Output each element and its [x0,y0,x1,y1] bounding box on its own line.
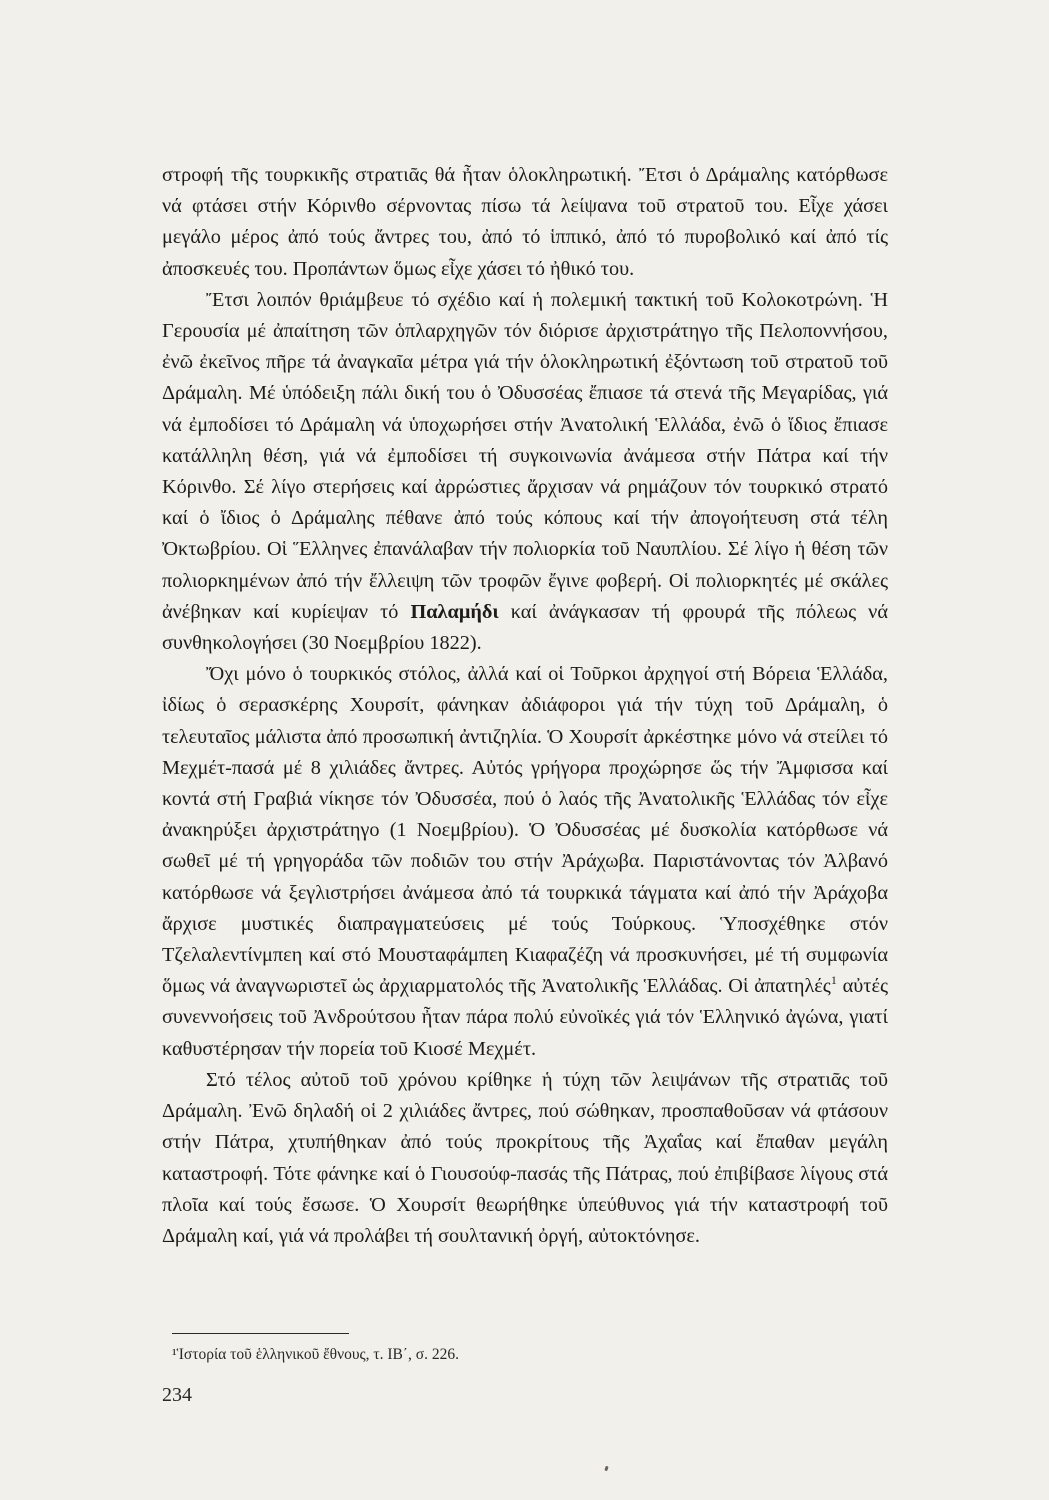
paragraph-end-of-year [162,1065,888,1252]
paragraph-retreat [162,160,888,285]
paragraph-kolokotronis-triumph [162,285,888,659]
bold-term-palamidi: Παλαμήδι [410,600,499,623]
paragraph-text: καί ἀνάγκασαν τή φρουρά τῆς πόλεως νά συνθηκολογήσει (30 Νοεμβρίου 1822). [162,600,888,655]
paragraph-text: Ὄχι μόνο ὁ τουρκικός στόλος, ἀλλά καί οἱ Τοῦρκοι ἀρχηγοί στή Βόρεια Ἑλλάδα, ἰδίως ὁ σερασκέρης Χουρσίτ, φάνηκαν ἀδιάφοροι γιά τήν τύχη τοῦ Δράμαλη, ὁ τελευταῖος μάλιστα ἀπό προσωπική ἀντιζηλία. Ὁ Χουρσίτ ἀρκέστηκε μόνο νά στείλει τό Μεχμέτ-πασά μέ 8 χιλιάδες ἄντρες. Αὐτός γρήγορα προχώρησε ὥς τήν Ἄμφισσα καί κοντά στή Γραβιά νίκησε τόν Ὀδυσσέα, πού ὁ λαός τῆς Ἀνατολικῆς Ἑλλάδας τόν εἶχε ἀνακηρύξει ἀρχιστράτηγο (1 Νοεμβρίου). Ὁ Ὀδυσσέας μέ δυσκολία κατόρθωσε νά σωθεῖ μέ τή γρηγοράδα τῶν ποδιῶν του στήν Ἀράχωβα. Παριστάνοντας τόν Ἀλβανό κατόρθωσε νά ξεγλιστρήσει ἀνάμεσα ἀπό τά τουρκικά τάγματα καί ἀπό τήν Ἀράχοβα ἄρχισε μυστικές διαπραγματεύσεις μέ τούς Τούρκους. Ὑποσχέθηκε στόν Τζελαλεντίνμπεη καί στό Μουσταφάμπεη Κιαφαζέζη νά προσκυνήσει, μέ τή συμφωνία ὅμως νά ἀναγνωριστεῖ ὡς ἀρχιαρματολός τῆς Ἀνατολικῆς Ἑλλάδας. Οἱ ἀπατηλές [162,663,888,998]
footnote-divider [172,1333,349,1334]
paragraph-text: στροφή τῆς τουρκικῆς στρατιᾶς θά ἦταν ὁλοκληρωτική. Ἔτσι ὁ Δράμαλης κατόρθωσε νά φτάσει στήν Κόρινθο σέρνοντας πίσω τά λείψανα τοῦ στρατοῦ του. Εἶχε χάσει μεγάλο μέρος ἀπό τούς ἄντρες του, ἀπό τό ἱππικό, ἀπό τό πυροβολικό καί ἀπό τίς ἀποσκευές του. Προπάντων ὅμως εἶχε χάσει τό ἠθικό του. [162,164,888,280]
ink-speck [604,1466,608,1472]
paragraph-text: Ἔτσι λοιπόν θριάμβευε τό σχέδιο καί ἡ πολεμική τακτική τοῦ Κολοκοτρώνη. Ἡ Γερουσία μέ ἀπαίτηση τῶν ὁπλαρχηγῶν τόν διόρισε ἀρχιστράτηγο τῆς Πελοποννήσου, ἐνῶ ἐκεῖνος πῆρε τά ἀναγκαῖα μέτρα γιά τήν ὁλοκληρωτική ἐξόντωση τοῦ στρατοῦ τοῦ Δράμαλη. Μέ ὑπόδειξη πάλι δική του ὁ Ὀδυσσέας ἔπιασε τά στενά τῆς Μεγαρίδας, γιά νά ἐμποδίσει τό Δράμαλη νά ὑποχωρήσει στήν Ἀνατολική Ἑλλάδα, ἐνῶ ὁ ἴδιος ἔπιασε κατάλληλη θέση, γιά νά ἐμποδίσει τή συγκοινωνία ἀνάμεσα στήν Πάτρα καί τήν Κόρινθο. Σέ λίγο στερήσεις καί ἀρρώστιες ἄρχισαν νά ρημάζουν τόν τουρκικό στρατό καί ὁ ἴδιος ὁ Δράμαλης πέθανε ἀπό τούς κόπους καί τήν ἀπογοήτευση στά τέλη Ὀκτωβρίου. Οἱ Ἕλληνες ἐπανάλαβαν τήν πολιορκία τοῦ Ναυπλίου. Σέ λίγο ἡ θέση τῶν πολιορκημένων ἀπό τήν ἔλλειψη τῶν τροφῶν ἔγινε φοβερή. Οἱ πολιορκητές μέ σκάλες ἀνέβηκαν καί κυρίεψαν τό [162,288,888,623]
paragraph-turkish-leaders [162,659,888,1065]
footnote-text: ¹Ἱστορία τοῦ ἑλληνικοῦ ἔθνους, τ. ΙΒ΄, σ. 226. [172,1346,460,1363]
body-text [162,160,888,1252]
footnote-marker: 1 [830,973,837,988]
paragraph-text: αὐτές συνεννοήσεις τοῦ Ἀνδρούτσου ἦταν πάρα πολύ εὐνοϊκές γιά τόν Ἑλληνικό ἀγώνα, γιατί καθυστέρησαν τήν πορεία τοῦ Κιοσέ Μεχμέτ. [162,975,889,1060]
page-number: 234 [162,1384,192,1406]
paragraph-text: Στό τέλος αὐτοῦ τοῦ χρόνου κρίθηκε ἡ τύχη τῶν λειψάνων τῆς στρατιᾶς τοῦ Δράμαλη. Ἐνῶ δηλαδή οἱ 2 χιλιάδες ἄντρες, πού σώθηκαν, προσπαθοῦσαν νά φτάσουν στήν Πάτρα, χτυπήθηκαν ἀπό τούς προκρίτους τῆς Ἀχαΐας καί ἔπαθαν μεγάλη καταστροφή. Τότε φάνηκε καί ὁ Γιουσούφ-πασάς τῆς Πάτρας, πού ἐπιβίβασε λίγους στά πλοῖα καί τούς ἔσωσε. Ὁ Χουρσίτ θεωρήθηκε ὑπεύθυνος γιά τήν καταστροφή τοῦ Δράμαλη καί, γιά νά προλάβει τή σουλτανική ὀργή, αὐτοκτόνησε. [162,1068,888,1247]
